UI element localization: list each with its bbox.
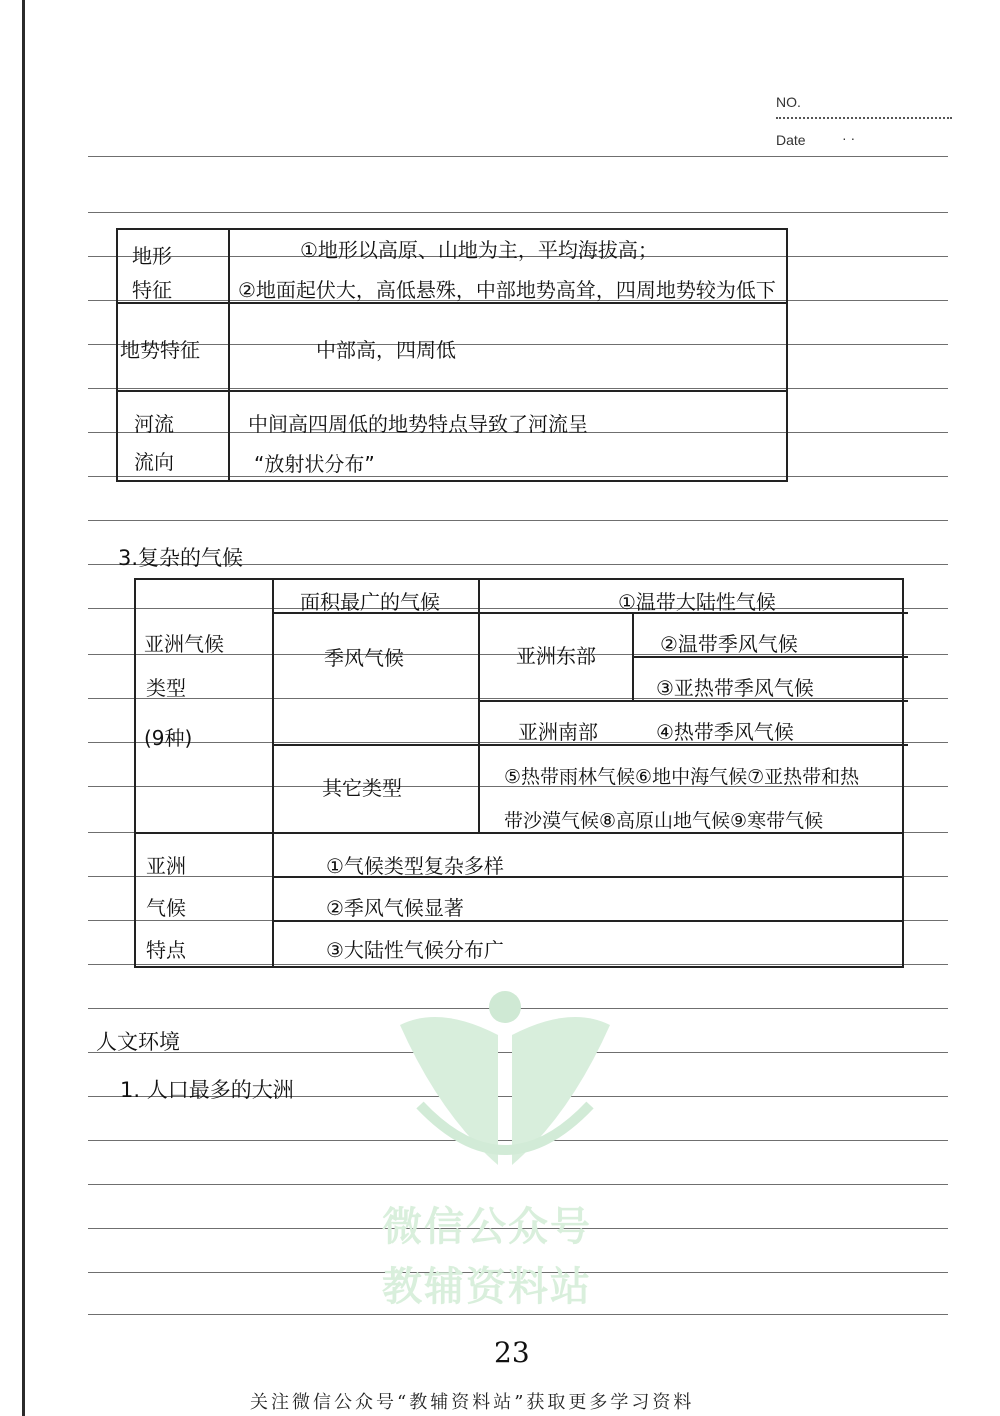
watermark-line2: 教辅资料站 [382,1264,592,1310]
terrain-content: ②地面起伏大，高低悬殊，中部地势高耸，四周地势较为低下 [238,278,776,302]
ruled-line [88,1008,948,1009]
table-divider [116,390,786,392]
climate-item: ②温带季风气候 [660,632,798,656]
date-label: Date [776,132,806,148]
feature-item: ②季风气候显著 [326,896,464,920]
table-divider [478,578,480,832]
elevation-content: 中部高，四周低 [316,338,456,362]
river-content: 中间高四周低的地势特点导致了河流呈 [248,412,588,436]
humanities-item: 1. 人口最多的大洲 [120,1078,294,1102]
river-content: “放射状分布” [254,452,375,476]
climate-item: ③亚热带季风气候 [656,676,814,700]
climate-other-list: ⑤热带雨林气候⑥地中海气候⑦亚热带和热 [504,766,860,788]
ruled-line [88,1272,948,1273]
ruled-line [88,520,948,521]
terrain-label: 特征 [132,278,172,302]
features-label: 亚洲 [146,854,186,878]
footer-note: 关注微信公众号“教辅资料站”获取更多学习资料 [250,1392,695,1413]
table-divider [272,578,274,966]
ruled-line [88,1140,948,1141]
climate-region: 亚洲南部 [518,720,598,744]
no-label: NO. [776,94,801,110]
ruled-line [88,1228,948,1229]
climate-other: 其它类型 [322,776,402,800]
climate-row-label: 类型 [146,676,186,700]
section-title: 3.复杂的气候 [118,546,244,570]
table-divider [228,228,230,480]
elevation-label: 地势特征 [120,338,200,362]
no-dotted-line [776,117,952,119]
date-marks: · · [842,130,856,146]
ruled-line [88,1184,948,1185]
climate-item: ④热带季风气候 [656,720,794,744]
river-label: 流向 [134,450,174,474]
features-label: 特点 [146,938,186,962]
terrain-label: 地形 [132,244,172,268]
ruled-line [88,212,948,213]
feature-item: ①气候类型复杂多样 [326,854,504,878]
climate-other-list: 带沙漠气候⑧高原山地气候⑨寒带气候 [504,810,824,832]
features-label: 气候 [146,896,186,920]
page-binding-line [22,0,25,1416]
river-label: 河流 [134,412,174,436]
climate-row-label: 亚洲气候 [144,632,224,656]
climate-monsoon: 季风气候 [324,646,404,670]
page-number: 23 [494,1336,530,1369]
climate-region: 亚洲东部 [516,644,596,668]
watermark-line1: 微信公众号 [382,1204,592,1250]
watermark-logo-icon [380,985,630,1185]
climate-col-header: 面积最广的气候 [300,590,440,614]
ruled-line [88,1052,948,1053]
humanities-title: 人文环境 [96,1030,180,1054]
feature-item: ③大陆性气候分布广 [326,938,504,962]
climate-col-header: ①温带大陆性气候 [618,590,776,614]
ruled-line [88,1314,948,1315]
watermark [380,985,630,1315]
climate-row-label: (9种) [144,726,193,750]
ruled-line [88,156,948,157]
terrain-content: ①地形以高原、山地为主，平均海拔高； [300,238,658,262]
